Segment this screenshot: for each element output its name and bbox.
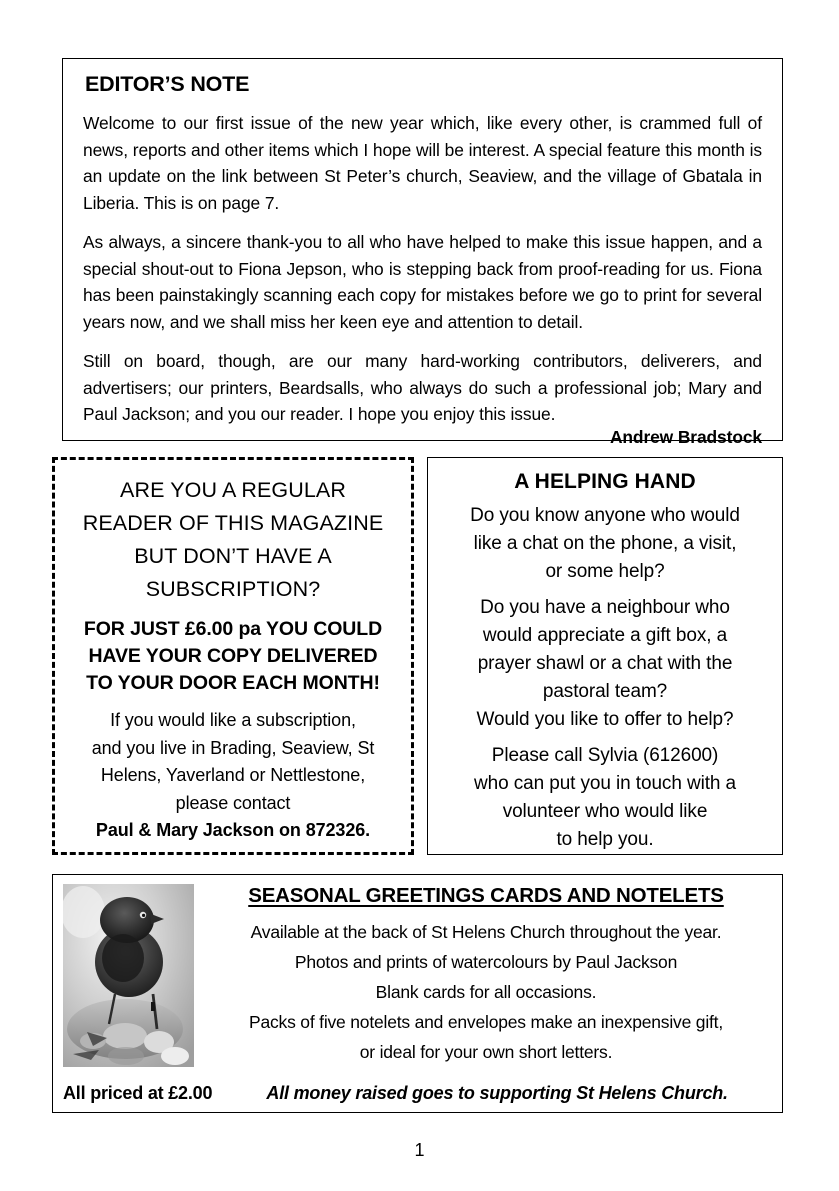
editors-note-paragraph: Still on board, though, are our many hard-working contributors, deliverers, and advertisers; our printers, Beardsalls, who always do such a professional job; Mary and Paul Jackson; and you our reader. I hope you enjoy this issue. bbox=[83, 351, 762, 424]
seasonal-ad-support-note: All money raised goes to supporting St Helens Church. bbox=[266, 1083, 728, 1103]
page-number: 1 bbox=[414, 1140, 425, 1160]
seasonal-ad-footer bbox=[63, 1083, 772, 1104]
seasonal-ad-line: Blank cards for all occasions. bbox=[375, 982, 597, 1002]
subscription-offer-line: HAVE YOUR COPY DELIVERED bbox=[88, 645, 378, 667]
helping-hand-paragraph bbox=[440, 594, 770, 706]
helping-hand-title: A HELPING HAND bbox=[514, 470, 696, 493]
editors-note-box bbox=[62, 58, 783, 447]
helping-hand-line: Please call Sylvia (612600) bbox=[491, 745, 719, 766]
helping-hand-line: to help you. bbox=[556, 829, 654, 850]
seasonal-ad-price: All priced at £2.00 bbox=[63, 1083, 213, 1103]
seasonal-ad-title: SEASONAL GREETINGS CARDS AND NOTELETS bbox=[248, 884, 724, 907]
seasonal-ad-line: or ideal for your own short letters. bbox=[359, 1042, 613, 1062]
seasonal-ad-line: Available at the back of St Helens Church throughout the year. bbox=[250, 922, 722, 942]
seasonal-greetings-advert-box bbox=[52, 874, 783, 1113]
subscription-body-line: please contact bbox=[175, 792, 291, 813]
subscription-offer-line: TO YOUR DOOR EACH MONTH! bbox=[86, 672, 380, 694]
helping-hand-line: Do you know anyone who would bbox=[470, 505, 740, 526]
subscription-headline-line: ARE YOU A REGULAR bbox=[120, 478, 346, 502]
seasonal-ad-line: Packs of five notelets and envelopes make an inexpensive gift, bbox=[248, 1012, 723, 1032]
helping-hand-line: volunteer who would like bbox=[502, 801, 708, 822]
helping-hand-paragraph bbox=[440, 706, 770, 734]
helping-hand-paragraph bbox=[440, 742, 770, 854]
subscription-body-line: Helens, Yaverland or Nettlestone, bbox=[100, 765, 366, 785]
robin-bird-photo bbox=[63, 884, 194, 1067]
subscription-body-line: If you would like a subscription, bbox=[110, 710, 356, 730]
subscription-advert-box bbox=[52, 457, 414, 855]
helping-hand-line: prayer shawl or a chat with the bbox=[477, 653, 733, 674]
editors-note-signature: Andrew Bradstock bbox=[609, 426, 762, 447]
subscription-headline-line: READER OF THIS MAGAZINE bbox=[82, 511, 384, 535]
seasonal-ad-line: Photos and prints of watercolours by Paul Jackson bbox=[294, 952, 678, 972]
subscription-body bbox=[65, 707, 401, 817]
subscription-contact-line: Paul & Mary Jackson on 872326. bbox=[95, 820, 371, 840]
helping-hand-line: like a chat on the phone, a visit, bbox=[473, 533, 737, 554]
editors-note-paragraph: As always, a sincere thank-you to all who have helped to make this issue happen, and a special shout-out to Fiona Jepson, who is stepping back from proof-reading for us. Fiona has been painstakingly scanning each copy for mistakes before we go to print for several years now, and we shall miss her keen eye and attention to detail. bbox=[83, 232, 762, 332]
helping-hand-line: Do you have a neighbour who bbox=[480, 597, 730, 618]
subscription-headline-line: BUT DON’T HAVE A bbox=[134, 544, 332, 568]
helping-hand-box bbox=[427, 457, 783, 855]
helping-hand-line: pastoral team? bbox=[542, 681, 668, 702]
helping-hand-paragraph bbox=[440, 502, 770, 586]
helping-hand-line: or some help? bbox=[545, 561, 665, 582]
subscription-body-line: and you live in Brading, Seaview, St bbox=[91, 737, 375, 758]
editors-note-paragraph: Welcome to our first issue of the new year which, like every other, is crammed full of news, reports and other items which I hope will be interest. A special feature this month is an update on the link between St Peter’s church, Seaview, and the village of Gbatala in Liberia. This is on page 7. bbox=[83, 113, 762, 213]
subscription-headline-line: SUBSCRIPTION? bbox=[145, 577, 321, 601]
subscription-headline bbox=[65, 474, 401, 606]
helping-hand-line: who can put you in touch with a bbox=[473, 773, 736, 794]
helping-hand-line: would appreciate a gift box, a bbox=[482, 625, 728, 646]
helping-hand-line: Would you like to offer to help? bbox=[476, 709, 734, 730]
editors-note-title: EDITOR’S NOTE bbox=[85, 72, 250, 96]
subscription-offer bbox=[65, 616, 401, 697]
subscription-offer-line: FOR JUST £6.00 pa YOU COULD bbox=[83, 618, 383, 640]
